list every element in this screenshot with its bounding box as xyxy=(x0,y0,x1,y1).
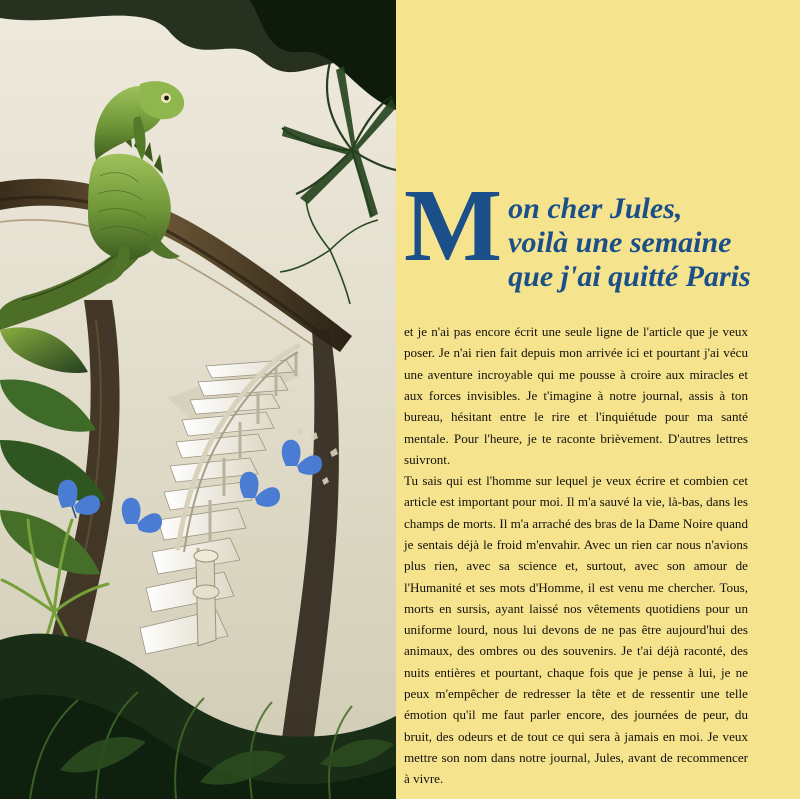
jungle-iguana-illustration xyxy=(0,0,396,799)
text-column xyxy=(396,0,800,799)
headline-line-3: que j'ai quitté Paris xyxy=(508,260,751,293)
headline-line-2: voilà une semaine xyxy=(508,226,732,259)
letter-headline xyxy=(404,168,796,294)
headline-line-1: on cher Jules, xyxy=(508,192,683,225)
letter-paragraph-1: et je n'ai pas encore écrit une seule ligne de l'article que je veux poser. Je n'ai rien fait depuis mon arrivée ici et pourtant j'ai vécu une aventure incroyable qui me pousse à croire aux miracles et aux forces invisibles. Je t'imagine à notre journal, assis à ton bureau, hésitant entre le rire et l'inquiétude pour ma santé mentale. Pour l'heure, je te raconte brièvement. D'autres lettres suivront. xyxy=(404,324,748,467)
illustration-panel xyxy=(0,0,396,799)
drop-cap: M xyxy=(404,168,503,283)
letter-paragraph-2: Tu sais qui est l'homme sur lequel je veux écrire et combien cet article est important pour moi. Il m'a sauvé la vie, là-bas, dans les champs de morts. Il m'a arraché des bras de la Dame Noire quand je sentais déjà le froid m'envahir. Avec un rien car nous n'avions plus rien, avec sa science et, surtout, avec son amour de l'Humanité et ses mots d'Homme, il est venu me chercher. Tous, morts en sursis, ayant laissé nos vêtements quotidiens pour un uniforme lourd, nous lui devons de ne pas être aujourd'hui des animaux, des ombres ou des souvenirs. Je t'ai déjà raconté, des nuits entières et pourtant, chaque fois que je pense à lui, je ne peux m'empêcher de redresser la tête et de ressentir une telle émotion qu'il me faut parler encore, des journées de peur, du bruit, des odeurs et de tout ce qui sera à jamais en moi. Je veux mettre son nom dans notre journal, Jules, avant de recommencer à vivre. xyxy=(404,473,748,787)
